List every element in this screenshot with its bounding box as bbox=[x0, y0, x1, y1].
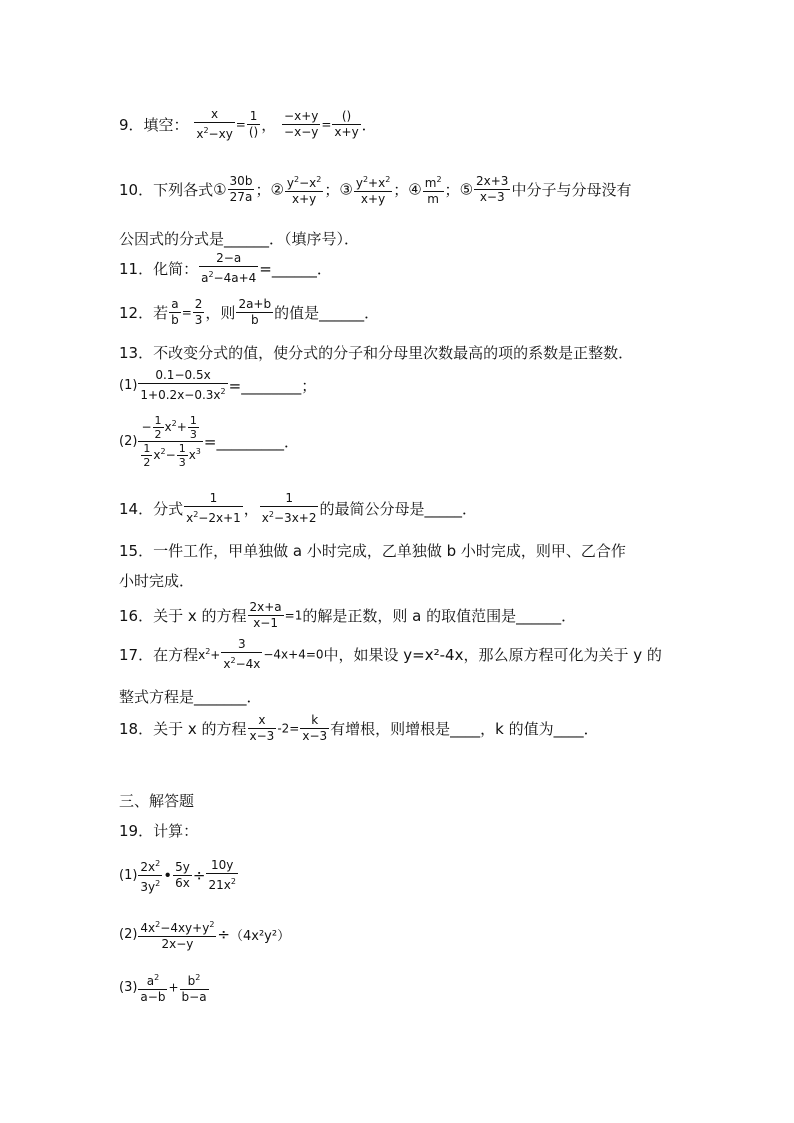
fraction: $\frac{2}{3}$ bbox=[194, 297, 203, 327]
q19-part-2: (2) $\frac{4x^2-4xy+y^2}{2x-y}$ ÷（4x²y²） bbox=[119, 917, 290, 952]
q13-part-2: (2) − $\frac{1}{2}$ $x^2+$ $\frac{1}{3}$ $\frac{1}{2}$ $x^2-$ $\frac{1}{3}$ $x^3$ =_________． bbox=[119, 414, 299, 469]
q10-line2: 公因式的分式是______．（填序号）． bbox=[119, 230, 360, 248]
fraction: $\frac{()}{x+y}$ bbox=[334, 109, 359, 139]
question-13: 13．不改变分式的值，使分式的分子和分母里次数最高的项的系数是正整数． bbox=[119, 344, 634, 362]
question-14: 14．分式 $\frac{1}{x^2-2x+1}$ ， $\frac{1}{x^2-3x+2}$ 的最简公分母是_____． bbox=[119, 491, 477, 525]
question-18: 18．关于 x 的方程 $\frac{x}{x-3}$ -2= $\frac{k}{x-3}$ 有增根，则增根是____，k 的值为____． bbox=[119, 713, 599, 743]
question-9: 9．填空： $\frac{x}{x^2-xy}$ = $\frac{1}{()}$ ， $\frac{-x+y}{-x-y}$ = $\frac{()}{x+y}$ ． bbox=[119, 107, 377, 141]
fraction: $\frac{-x+y}{-x-y}$ bbox=[284, 109, 319, 139]
fraction: $\frac{4x^2-4xy+y^2}{2x-y}$ bbox=[138, 917, 216, 952]
fraction: $\frac{y^2+x^2}{x+y}$ bbox=[354, 172, 392, 207]
question-10: 10．下列各式① $\frac{30b}{27a}$ ；② $\frac{y^2-x^2}{x+y}$ ；③ $\frac{y^2+x^2}{x+y}$ ；④ $\frac{m^2}{m}$ ；⑤ $\frac{2x+3}{x-3}$ 中分子与分母没有 bbox=[119, 174, 632, 206]
question-12: 12．若 $\frac{a}{b}$ = $\frac{2}{3}$ ，则 $\frac{2a+b}{b}$ 的值是______． bbox=[119, 297, 380, 327]
fraction: $\frac{0.1-0.5x}{1+0.2x-0.3x^2}$ bbox=[140, 368, 226, 402]
question-17: 17．在方程$x^2+$ $\frac{3}{x^2-4x}$ −4x+4=0中，如果设 y=x²-4x，那么原方程可化为关于 y 的 bbox=[119, 637, 662, 671]
fraction: $\frac{30b}{27a}$ bbox=[229, 174, 253, 204]
fraction: $\frac{a}{b}$ bbox=[171, 297, 179, 327]
fraction: $\frac{1}{x^2-2x+1}$ bbox=[186, 491, 241, 525]
q19-part-1: (1) $\frac{2x^2}{3y^2}$ • $\frac{5y}{6x}$ ÷ $\frac{10y}{21x^2}$ bbox=[119, 858, 236, 894]
q17-line2: 整式方程是_______． bbox=[119, 688, 262, 706]
fraction: $\frac{10y}{21x^2}$ bbox=[208, 858, 236, 892]
q10-label: 10．下列各式 bbox=[119, 181, 214, 199]
question-19: 19．计算： bbox=[119, 822, 199, 840]
fraction: $\frac{2x+a}{x-1}$ bbox=[249, 600, 282, 630]
fraction: $\frac{2x^2}{3y^2}$ bbox=[138, 856, 162, 895]
fraction: $\frac{2x+3}{x-3}$ bbox=[476, 174, 509, 204]
fraction: − $\frac{1}{2}$ $x^2+$ $\frac{1}{3}$ $\frac{1}{2}$ $x^2-$ $\frac{1}{3}$ $x^3$ bbox=[138, 414, 202, 469]
section-heading: 三、解答题 bbox=[119, 792, 195, 810]
question-15: 15．一件工作，甲单独做 a 小时完成，乙单独做 b 小时完成，则甲、乙合作 bbox=[119, 542, 626, 560]
fraction: $\frac{b^2}{b-a}$ bbox=[180, 970, 209, 1005]
fraction: $\frac{1}{x^2-3x+2}$ bbox=[261, 491, 317, 525]
fraction: $\frac{1}{()}$ bbox=[248, 109, 259, 139]
fraction: $\frac{m^2}{m}$ bbox=[423, 172, 444, 207]
fraction: $\frac{5y}{6x}$ bbox=[175, 860, 190, 890]
fraction: $\frac{2a+b}{b}$ bbox=[238, 297, 272, 327]
fraction: $\frac{x}{x-3}$ bbox=[249, 713, 275, 743]
fraction: $\frac{3}{x^2-4x}$ bbox=[223, 637, 261, 671]
q9-label: 9．填空： bbox=[119, 116, 189, 134]
question-16: 16．关于 x 的方程 $\frac{2x+a}{x-1}$ =1的解是正数，则 a 的取值范围是______． bbox=[119, 600, 577, 630]
fraction: $\frac{x}{x^2-xy}$ bbox=[196, 107, 233, 141]
q13-part-1: (1) $\frac{0.1-0.5x}{1+0.2x-0.3x^2}$ =________； bbox=[119, 368, 317, 402]
fraction: $\frac{a^2}{a-b}$ bbox=[138, 970, 167, 1005]
q19-part-3: (3) $\frac{a^2}{a-b}$ + $\frac{b^2}{b-a}$ bbox=[119, 970, 210, 1005]
fraction: $\frac{k}{x-3}$ bbox=[302, 713, 328, 743]
q15-line2: 小时完成． bbox=[119, 572, 195, 590]
fraction: $\frac{y^2-x^2}{x+y}$ bbox=[285, 172, 323, 207]
question-11: 11．化简： $\frac{2-a}{a^2-4a+4}$ =______． bbox=[119, 251, 332, 285]
fraction: $\frac{2-a}{a^2-4a+4}$ bbox=[201, 251, 257, 285]
